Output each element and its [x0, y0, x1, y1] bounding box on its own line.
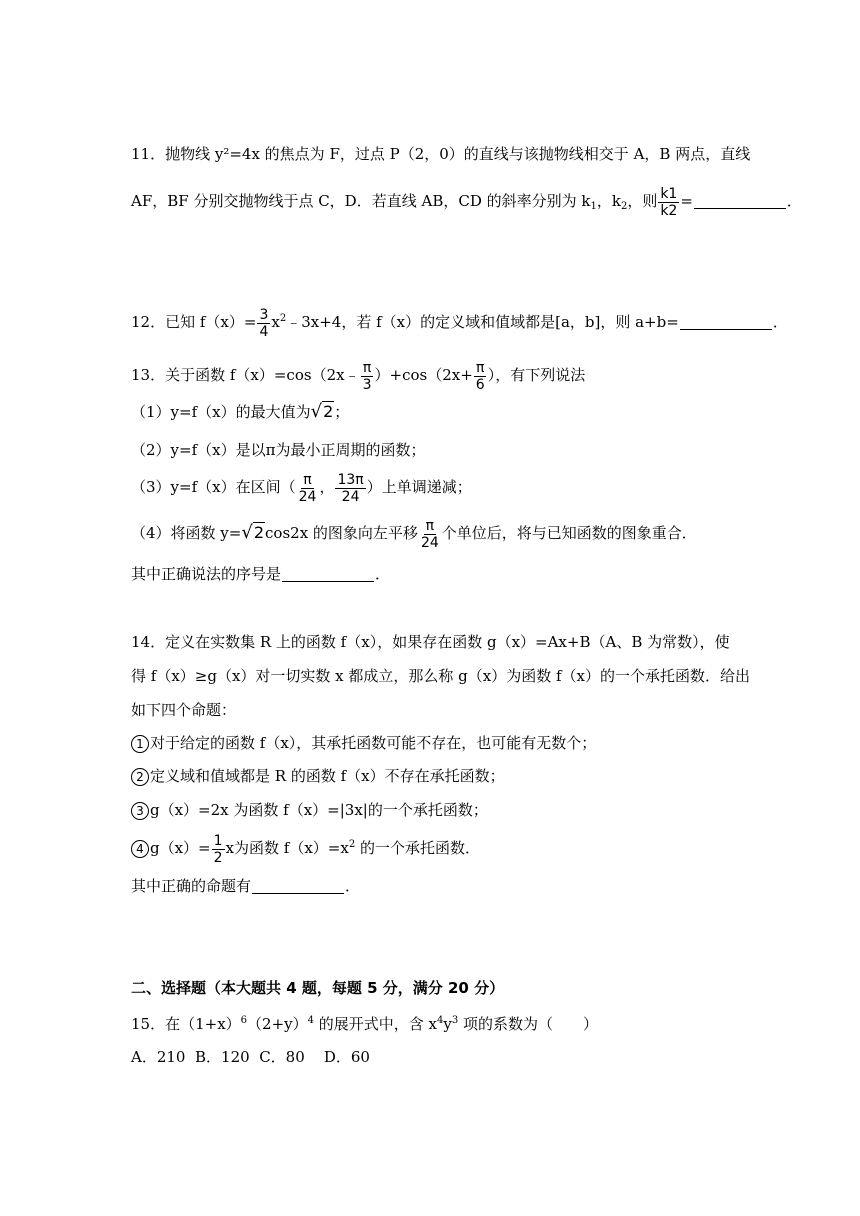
- q13-statement-2: （2）y=f（x）是以π为最小正周期的函数；: [131, 441, 426, 459]
- circled-number-1: 1: [131, 735, 149, 753]
- q13-question: 其中正确说法的序号是 ．: [131, 565, 391, 583]
- thirteen-pi-over-24-fraction: $\frac{13\pi}{24}$: [337, 471, 364, 505]
- answer-blank-13[interactable]: [282, 566, 374, 582]
- pi-over-6-fraction: $\frac{\pi}{6}$: [475, 359, 485, 393]
- q11-line1: 11．抛物线 y²=4x 的焦点为 F，过点 P（2，0）的直线与该抛物线相交于 A，B 两点，直线: [131, 145, 751, 163]
- q12-line: 12．已知 f（x）= $\frac{3}{4}$ $x^2﹣3x+4$，若 f（x）的定义域和值域都是[a，b]，则 a+b= ．: [131, 306, 788, 340]
- circled-number-2: 2: [131, 768, 149, 786]
- sqrt-icon: √: [241, 522, 253, 543]
- q13-statement-1: （1）y=f（x）的最大值为√2；: [131, 401, 350, 422]
- q14-proposition-3: 3 g（x）=2x 为函数 f（x）=|3x|的一个承托函数；: [131, 800, 488, 820]
- pi-over-3-fraction: $\frac{\pi}{3}$: [362, 359, 372, 393]
- q15-options[interactable]: A．210 B．120 C．80 D．60: [131, 1048, 370, 1066]
- pi-over-24-fraction: $\frac{\pi}{24}$: [298, 471, 317, 505]
- q13-stem: 13．关于函数 f（x）=cos（2x﹣ $\frac{\pi}{3}$ ）+cos（2x+ $\frac{\pi}{6}$ ），有下列说法: [131, 359, 586, 393]
- q14-line3: 如下四个命题：: [131, 701, 237, 719]
- sqrt-icon: √: [310, 401, 323, 422]
- circled-number-3: 3: [131, 802, 149, 820]
- three-quarters-fraction: $\frac{3}{4}$: [259, 306, 269, 340]
- q14-proposition-4: 4 g（x）= $\frac{1}{2}$ x为函数 $f(x)=x^2$ 的一个承托函数．: [131, 827, 480, 869]
- answer-blank-12[interactable]: [680, 314, 772, 330]
- q14-line1: 14．定义在实数集 R 上的函数 f（x），如果存在函数 g（x）=Ax+B（A、B 为常数），使: [131, 633, 730, 651]
- q11-line2: AF，BF 分别交抛物线于点 C，D．若直线 AB，CD 的斜率分别为 $k_1$，$k_2$，则 $\frac{k1}{k2}$ = ．: [131, 185, 802, 219]
- q13-statement-3: （3）y=f（x）在区间（ $\frac{\pi}{24}$ ， $\frac{13\pi}{24}$ ）上单调递减；: [131, 471, 472, 505]
- q14-proposition-1: 1 对于给定的函数 f（x），其承托函数可能不存在，也可能有无数个；: [131, 733, 596, 753]
- section-heading: 二、选择题（本大题共 4 题，每题 5 分，满分 20 分）: [131, 979, 505, 997]
- circled-number-4: 4: [131, 840, 149, 858]
- q14-question: 其中正确的命题有 ．: [131, 877, 361, 895]
- k1-over-k2-fraction: $\frac{k1}{k2}$: [660, 185, 678, 219]
- q15-stem: 15．在$(1+x)^6(2+y)^4$ 的展开式中，含 $x^4y^3$ 项的系数为（ ）: [131, 1015, 599, 1033]
- q13-statement-4: （4）将函数 y=√2cos2x 的图象向左平移 $\frac{\pi}{24}$ 个单位后，将与已知函数的图象重合．: [131, 517, 697, 551]
- q14-proposition-2: 2 定义域和值域都是 R 的函数 f（x）不存在承托函数；: [131, 766, 505, 786]
- pi-over-24-fraction: $\frac{\pi}{24}$: [420, 517, 439, 551]
- answer-blank-11[interactable]: [694, 193, 786, 209]
- answer-blank-14[interactable]: [252, 878, 344, 894]
- one-half-fraction: $\frac{1}{2}$: [213, 832, 223, 866]
- q14-line2: 得 f（x）≥g（x）对一切实数 x 都成立，那么称 g（x）为函数 f（x）的一个承托函数．给出: [131, 667, 751, 685]
